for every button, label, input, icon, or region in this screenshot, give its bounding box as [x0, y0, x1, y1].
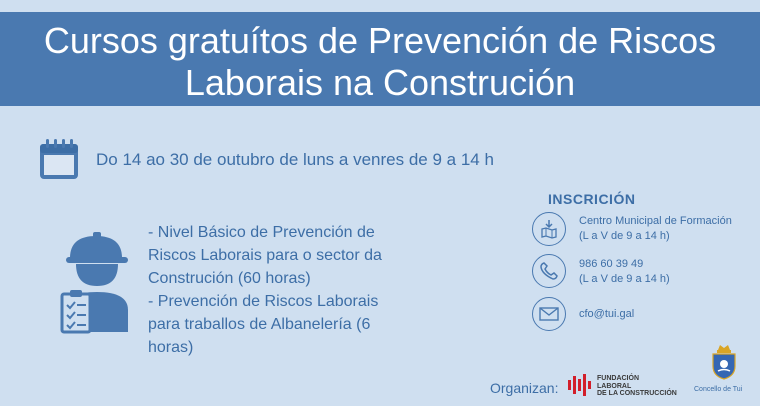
course-list [148, 221, 398, 359]
page-title-line-2: Laborais na Construción [184, 62, 576, 103]
inscription-heading: INSCRICIÓN [548, 191, 636, 207]
phone-number: 986 60 39 49 [579, 258, 644, 270]
envelope-icon [532, 297, 566, 331]
location-info [579, 214, 732, 244]
page-title-line-1: Cursos gratuítos de Prevención de Riscos [43, 20, 717, 61]
fundacion-laboral-name: FUNDACIÓN LABORAL DE LA CONSTRUCCIÓN [597, 375, 677, 397]
map-icon [532, 212, 566, 246]
phone-info [579, 257, 670, 287]
concello-name: Concello de Tui [694, 386, 743, 393]
organizers-label: Organizan: [490, 380, 559, 396]
location-hours: (L a V de 9 a 14 h) [579, 230, 670, 242]
location-name: Centro Municipal de Formación [579, 215, 732, 227]
calendar-icon [36, 136, 82, 182]
phone-hours: (L a V de 9 a 14 h) [579, 273, 670, 285]
email-address: cfo@tui.gal [579, 308, 635, 320]
course-item: - Prevención de Riscos Laborais para traballos de Albanelería (6 horas) [148, 293, 379, 356]
course-item: - Nivel Básico de Prevención de Riscos Laborais para o sector da Construción (60 horas) [148, 224, 382, 287]
fundacion-laboral-logo [568, 374, 594, 396]
construction-worker-icon [58, 228, 136, 334]
course-dates: Do 14 ao 30 de outubro de luns a venres de 9 a 14 h [96, 150, 494, 169]
coat-of-arms-icon [710, 344, 738, 380]
phone-icon [532, 254, 566, 288]
